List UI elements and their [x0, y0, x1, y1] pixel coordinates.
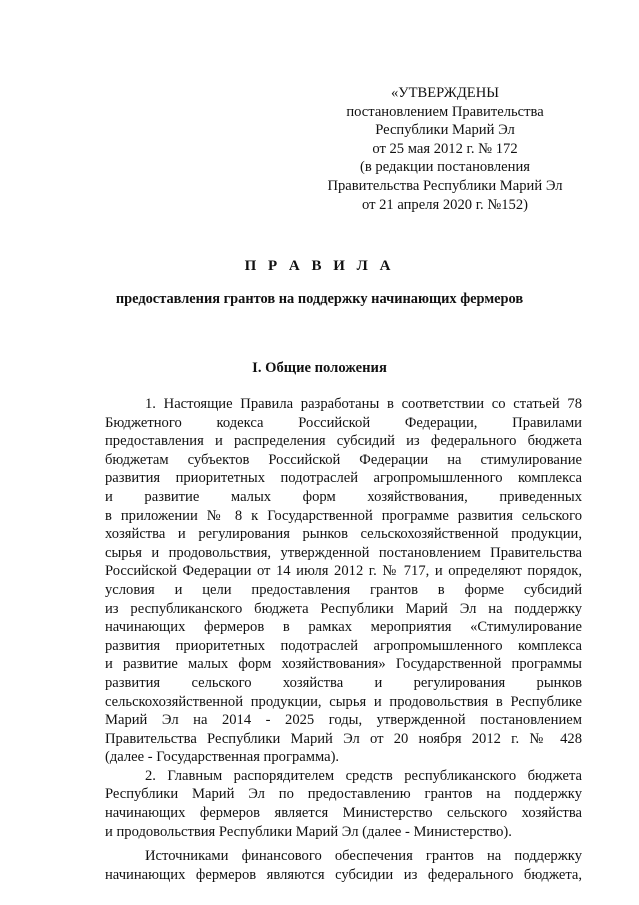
approval-line: «УТВЕРЖДЕНЫ [390, 85, 499, 101]
text-line: начинающих фермеров в рамках мероприятия «Стимулирование [105, 619, 582, 636]
approval-line: постановлением Правительства [346, 103, 544, 120]
text-line: развития сельского хозяйства и регулирования рынков [105, 674, 582, 691]
text-line: Марий Эл на 2014 - 2025 годы, утвержденной постановлением [105, 712, 582, 729]
paragraph-1 [105, 395, 582, 767]
text-line: начинающих фермеров является Министерство сельского хозяйства [105, 805, 582, 822]
document-title: П Р А В И Л А [244, 258, 395, 274]
paragraph-3 [105, 847, 582, 884]
text-line: из республиканского бюджета Республики Марий Эл на поддержку [105, 600, 582, 617]
approval-line: от 21 апреля 2020 г. №152) [361, 196, 529, 213]
text-line: Российской Федерации от 14 июля 2012 г. № 717, и определяют порядок, [105, 563, 582, 580]
text-line: в приложении № 8 к Государственной программе развития сельского [105, 507, 582, 524]
approval-line: Республики Марий Эл [375, 122, 515, 139]
approval-line: Правительства Республики Марий Эл [327, 177, 563, 194]
document-subtitle: предоставления грантов на поддержку начинающих фермеров [115, 291, 524, 307]
text-line: Республики Марий Эл по предоставлению грантов на поддержку [105, 786, 582, 803]
text-line: и развитие малых форм хозяйствования» Государственной программы [105, 656, 582, 673]
text-line: бюджетам субъектов Российской Федерации на стимулирование [105, 451, 582, 468]
text-line: развития приоритетных подотраслей агропромышленного комплекса [105, 470, 582, 487]
text-line: предоставления и распределения субсидий из федерального бюджета [105, 433, 582, 450]
text-line: условия и цели предоставления грантов в форме субсидий [105, 581, 582, 598]
text-line: хозяйства и регулирования рынков сельскохозяйственной продукции, [105, 526, 582, 543]
text-line: 2. Главным распорядителем средств республиканского бюджета [145, 767, 582, 784]
document-body [105, 395, 582, 884]
section-heading: I. Общие положения [252, 360, 387, 376]
text-line: и развитие малых форм хозяйствования, приведенных [105, 488, 582, 505]
text-line: Источниками финансового обеспечения грантов на поддержку [145, 848, 582, 865]
text-line: Правительства Республики Марий Эл от 20 ноября 2012 г. № 428 [105, 730, 582, 747]
text-line: начинающих фермеров являются субсидии из федерального бюджета, [105, 866, 582, 883]
approval-stamp [300, 84, 590, 214]
text-line: и продовольствия Республики Марий Эл (далее - Министерство). [105, 823, 512, 840]
text-line: развития приоритетных подотраслей агропромышленного комплекса [105, 637, 582, 654]
text-line: (далее - Государственная программа). [105, 749, 340, 766]
text-line: сырья и продовольствия, утвержденной постановлением Правительства [105, 544, 582, 561]
text-line: 1. Настоящие Правила разработаны в соответствии со статьей 78 [145, 396, 582, 412]
text-line: Бюджетного кодекса Российской Федерации, Правилами [105, 414, 582, 431]
approval-line: (в редакции постановления [360, 159, 530, 176]
text-line: сельскохозяйственной продукции, сырья и продовольствия в Республике [105, 693, 582, 710]
paragraph-2 [105, 767, 582, 841]
approval-line: от 25 мая 2012 г. № 172 [372, 140, 518, 157]
